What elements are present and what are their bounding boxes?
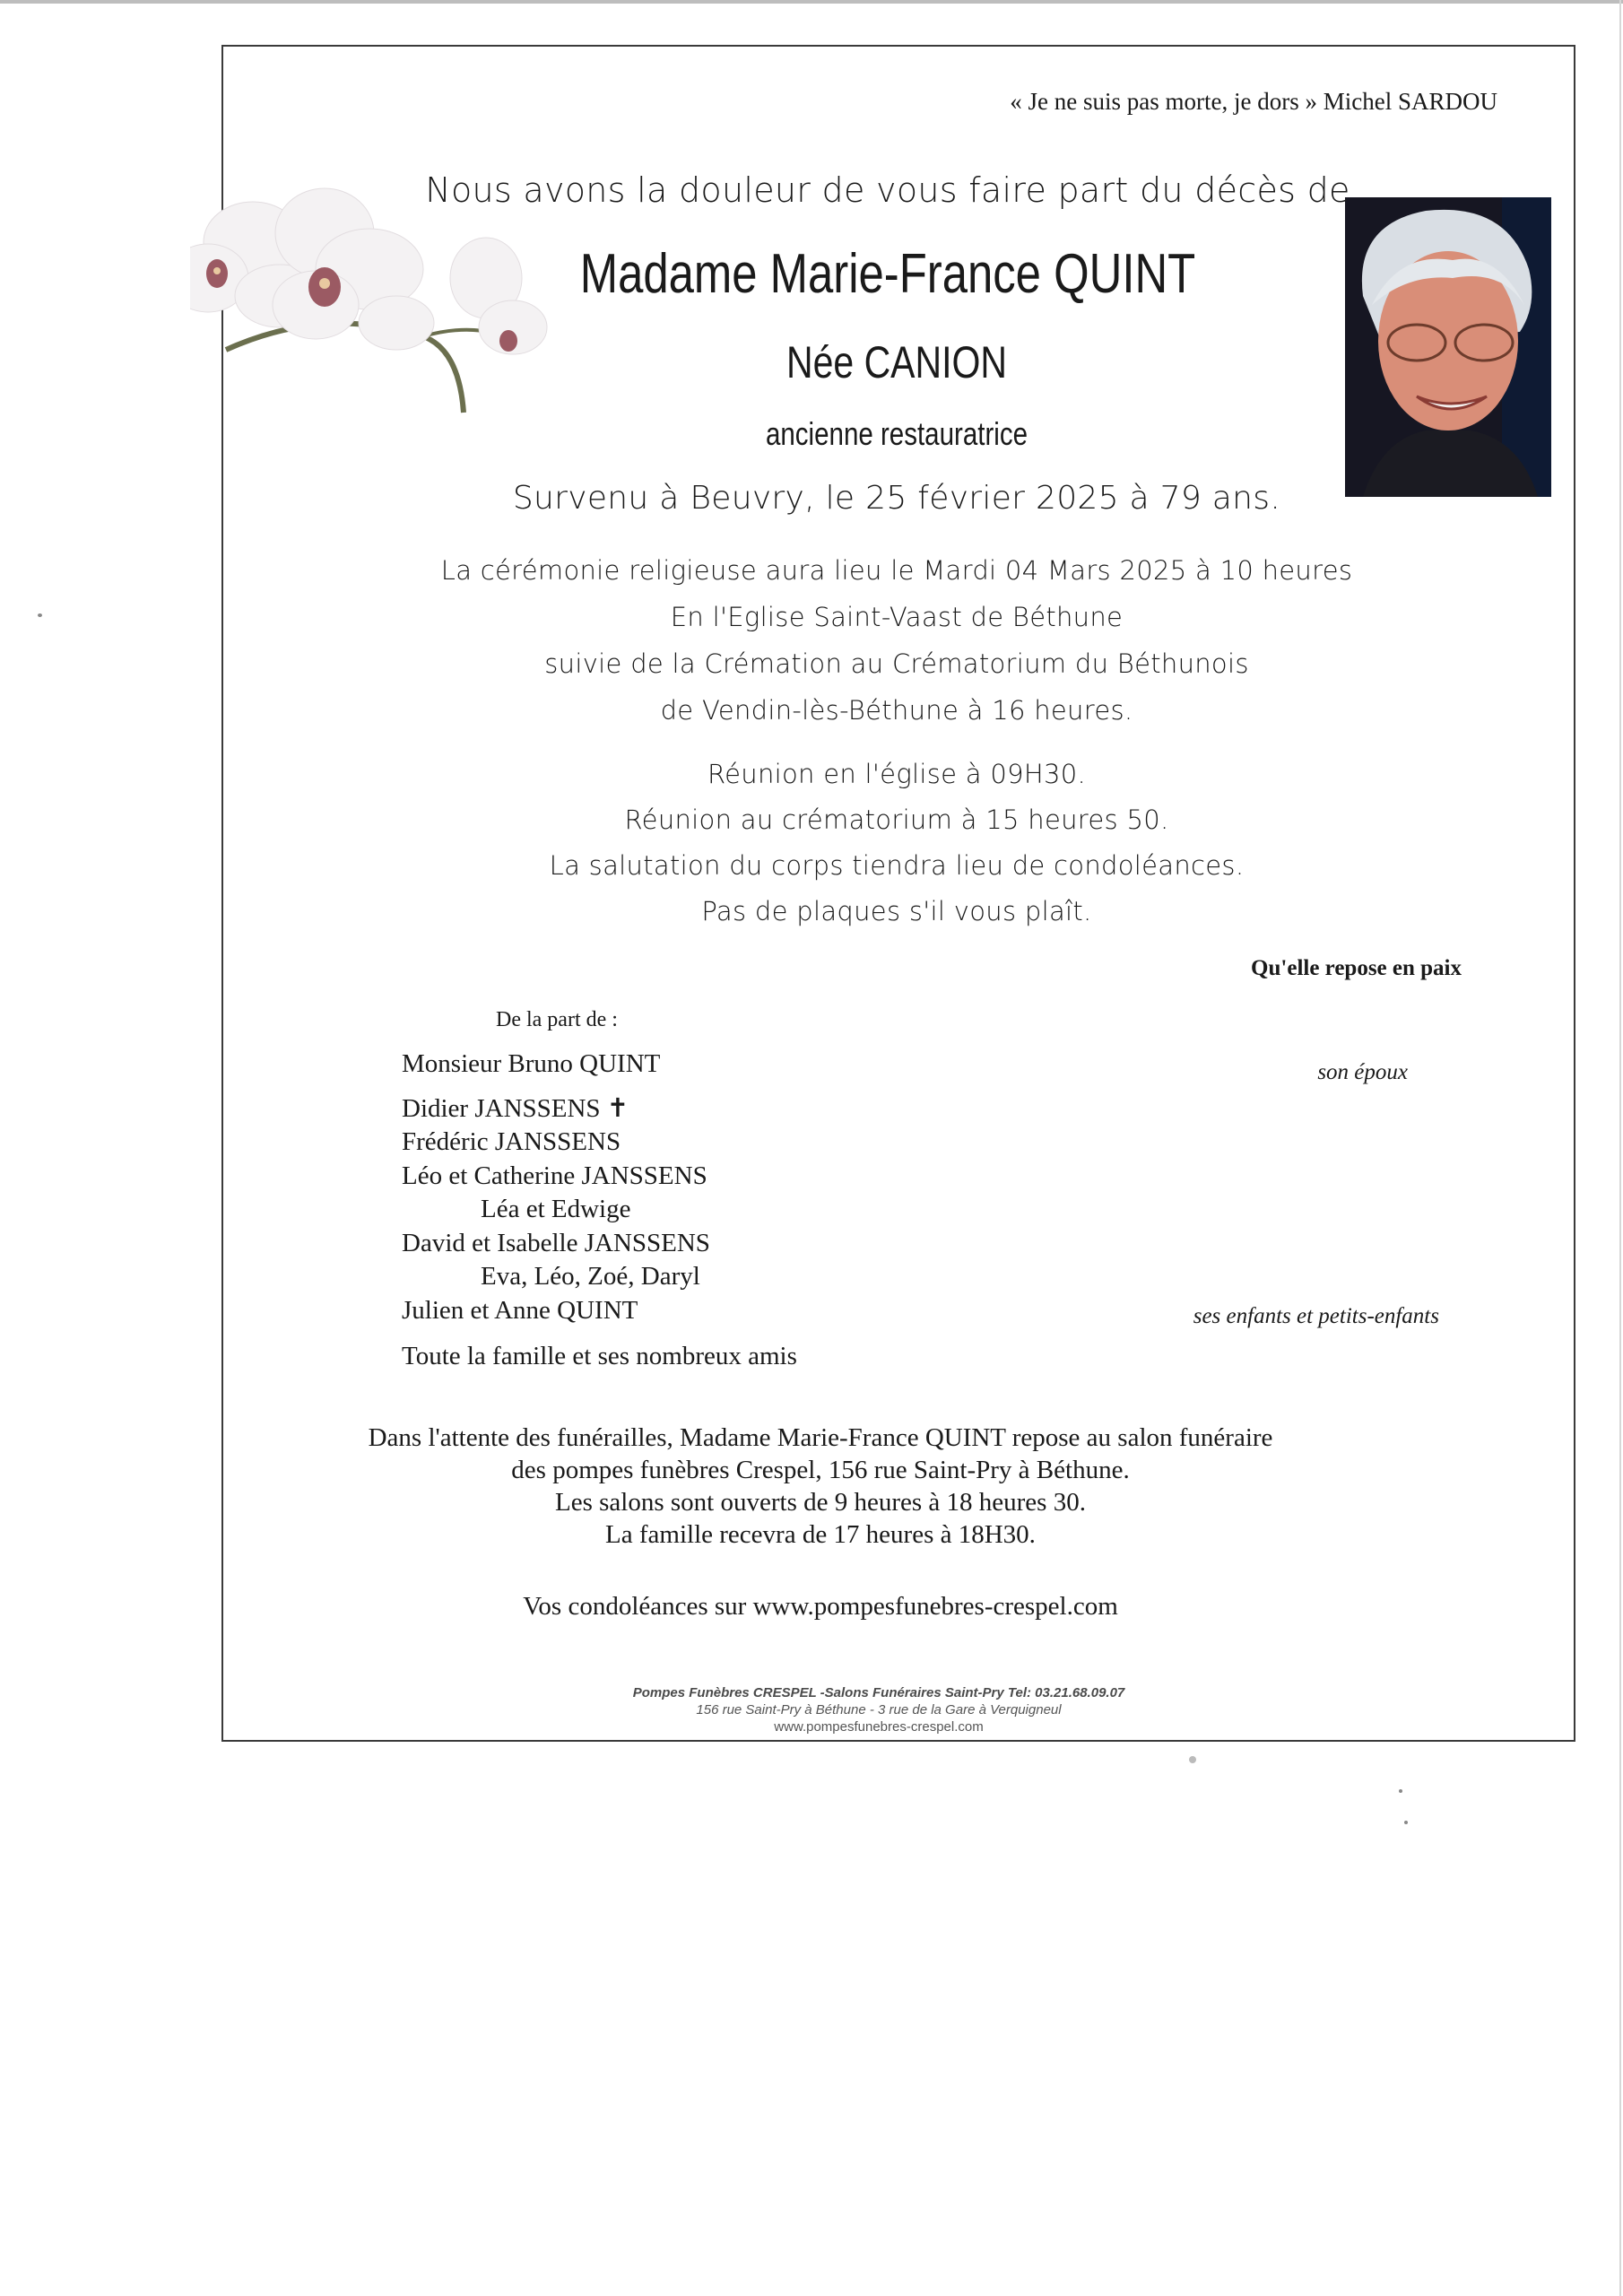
maiden-name: Née CANION — [785, 337, 1008, 387]
ceremony-line: En l'Eglise Saint-Vaast de Béthune — [670, 602, 1124, 632]
meeting-line: La salutation du corps tiendra lieu de condoléances. — [549, 850, 1245, 881]
funeral-line: des pompes funèbres Crespel, 156 rue Saint-Pry à Béthune. — [511, 1456, 1130, 1484]
meeting-line: Pas de plaques s'il vous plaît. — [701, 896, 1092, 926]
from-label: De la part de : — [496, 1008, 618, 1031]
orchid-image — [190, 170, 594, 439]
death-details: Survenu à Beuvry, le 25 février 2025 à 79 ans. — [512, 480, 1281, 517]
funeral-home-info — [368, 1422, 1273, 1551]
family-member: Frédéric JANSSENS — [402, 1127, 621, 1156]
scan-speck — [1404, 1821, 1408, 1824]
ceremony-details — [386, 547, 1408, 734]
ceremony-line: de Vendin-lès-Béthune à 16 heures. — [660, 695, 1133, 726]
family-others: Toute la famille et ses nombreux amis — [402, 1342, 797, 1370]
scan-speck — [1399, 1789, 1402, 1793]
page-right-edge — [1619, 0, 1621, 2296]
scan-speck — [1189, 1756, 1196, 1763]
portrait-photo — [1345, 197, 1551, 497]
meeting-details — [386, 752, 1408, 935]
condolences-line: Vos condoléances sur www.pompesfunebres-crespel.com — [523, 1592, 1118, 1621]
occupation: ancienne restauratrice — [765, 415, 1028, 452]
footer-company: Pompes Funèbres CRESPEL -Salons Funéraires Saint-Pry Tel: 03.21.68.09.07 — [632, 1685, 1125, 1700]
family-member: Eva, Léo, Zoé, Daryl — [481, 1262, 700, 1291]
scan-speck — [38, 613, 42, 617]
family-member: David et Isabelle JANSSENS — [402, 1228, 710, 1257]
family-member: Didier JANSSENS ✝ — [402, 1093, 629, 1123]
meeting-line: Réunion au crématorium à 15 heures 50. — [624, 804, 1169, 835]
footer-address: 156 rue Saint-Pry à Béthune - 3 rue de la Gare à Verquigneul — [696, 1702, 1062, 1718]
family-member: Julien et Anne QUINT — [402, 1295, 638, 1325]
deceased-name: Madame Marie-France QUINT — [579, 243, 1196, 305]
family-member: Léo et Catherine JANSSENS — [402, 1161, 707, 1190]
family-list — [402, 1048, 797, 1374]
spouse-relation: son époux — [1317, 1060, 1408, 1084]
ceremony-line: La cérémonie religieuse aura lieu le Mardi 04 Mars 2025 à 10 heures — [440, 555, 1353, 586]
footer-website: www.pompesfunebres-crespel.com — [774, 1719, 984, 1735]
funeral-line: Dans l'attente des funérailles, Madame Marie-France QUINT repose au salon funéraire — [368, 1423, 1273, 1452]
page-top-edge — [0, 0, 1623, 4]
funeral-line: La famille recevra de 17 heures à 18H30. — [605, 1520, 1036, 1549]
footer — [538, 1684, 1219, 1735]
funeral-line: Les salons sont ouverts de 9 heures à 18 heures 30. — [555, 1488, 1086, 1517]
family-member: Léa et Edwige — [481, 1195, 631, 1223]
children-relation: ses enfants et petits-enfants — [1193, 1304, 1439, 1328]
meeting-line: Réunion en l'église à 09H30. — [707, 759, 1087, 789]
epigraph-quote: « Je ne suis pas morte, je dors » Michel SARDOU — [1010, 88, 1497, 115]
spouse-name: Monsieur Bruno QUINT — [402, 1049, 661, 1078]
ceremony-line: suivie de la Crémation au Crématorium du Béthunois — [544, 648, 1249, 679]
intro-line: Nous avons la douleur de vous faire part du décès de — [425, 170, 1350, 210]
rest-in-peace: Qu'elle repose en paix — [1251, 956, 1462, 980]
